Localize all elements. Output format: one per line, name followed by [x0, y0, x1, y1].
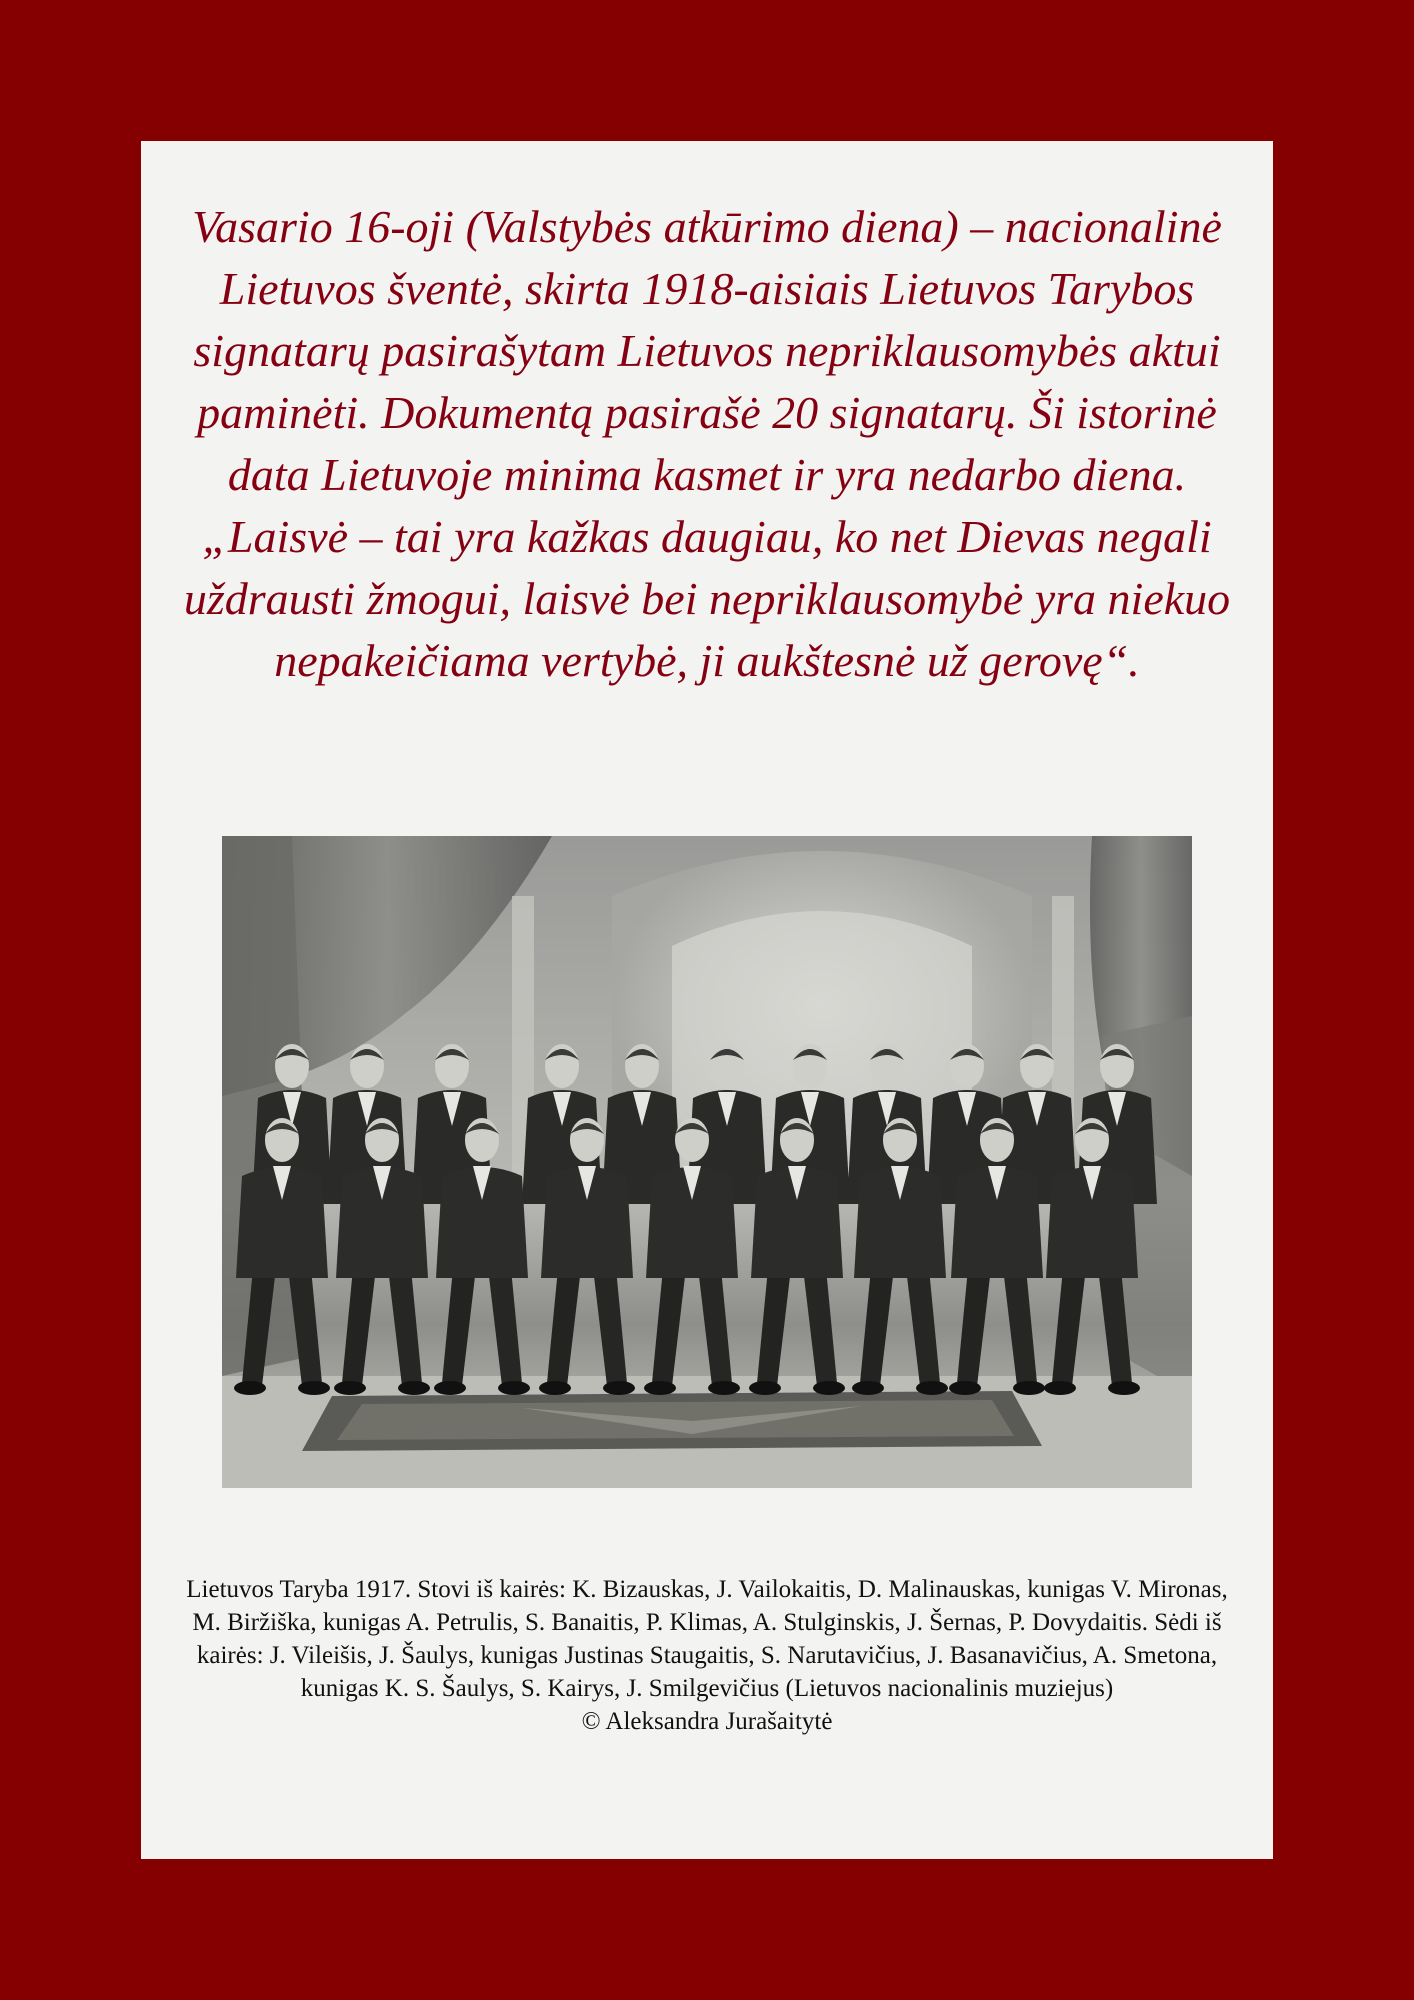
intro-text: Vasario 16-oji (Valstybės atkūrimo diena) – nacionalinė Lietuvos šventė, skirta 1918-aisiais Lietuvos Tarybos signatarų pasirašytam Lietuvos nepriklausomybės aktui paminėti. Dokumentą pasirašė 20 signatarų. Ši istorinė data Lietuvoje minima kasmet ir yra nedarbo diena. „Laisvė – tai yra kažkas daugiau, ko net Dievas negali uždrausti žmogui, laisvė bei nepriklausomybė yra niekuo nepakeičiama vertybė, ji aukštesnė už gerovę“. [183, 201, 1231, 686]
caption-credit: © Aleksandra Jurašaitytė [581, 1708, 833, 1735]
poster-card [141, 141, 1273, 1859]
caption-text: Lietuvos Taryba 1917. Stovi iš kairės: K. Bizauskas, J. Vailokaitis, D. Malinauskas, kunigas V. Mironas, M. Biržiška, kunigas A. Petrulis, S. Banaitis, P. Klimas, A. Stulginskis, J. Šernas, P. Dovydaitis. Sėdi iš kairės: J. Vileišis, J. Šaulys, kunigas Justinas Staugaitis, S. Narutavičius, J. Basanavičius, A. Smetona, kunigas K. S. Šaulys, S. Kairys, J. Smilgevičius (Lietuvos nacionalinis muziejus) [186, 1576, 1228, 1702]
group-photo [222, 836, 1192, 1488]
photo-caption [181, 1573, 1233, 1738]
